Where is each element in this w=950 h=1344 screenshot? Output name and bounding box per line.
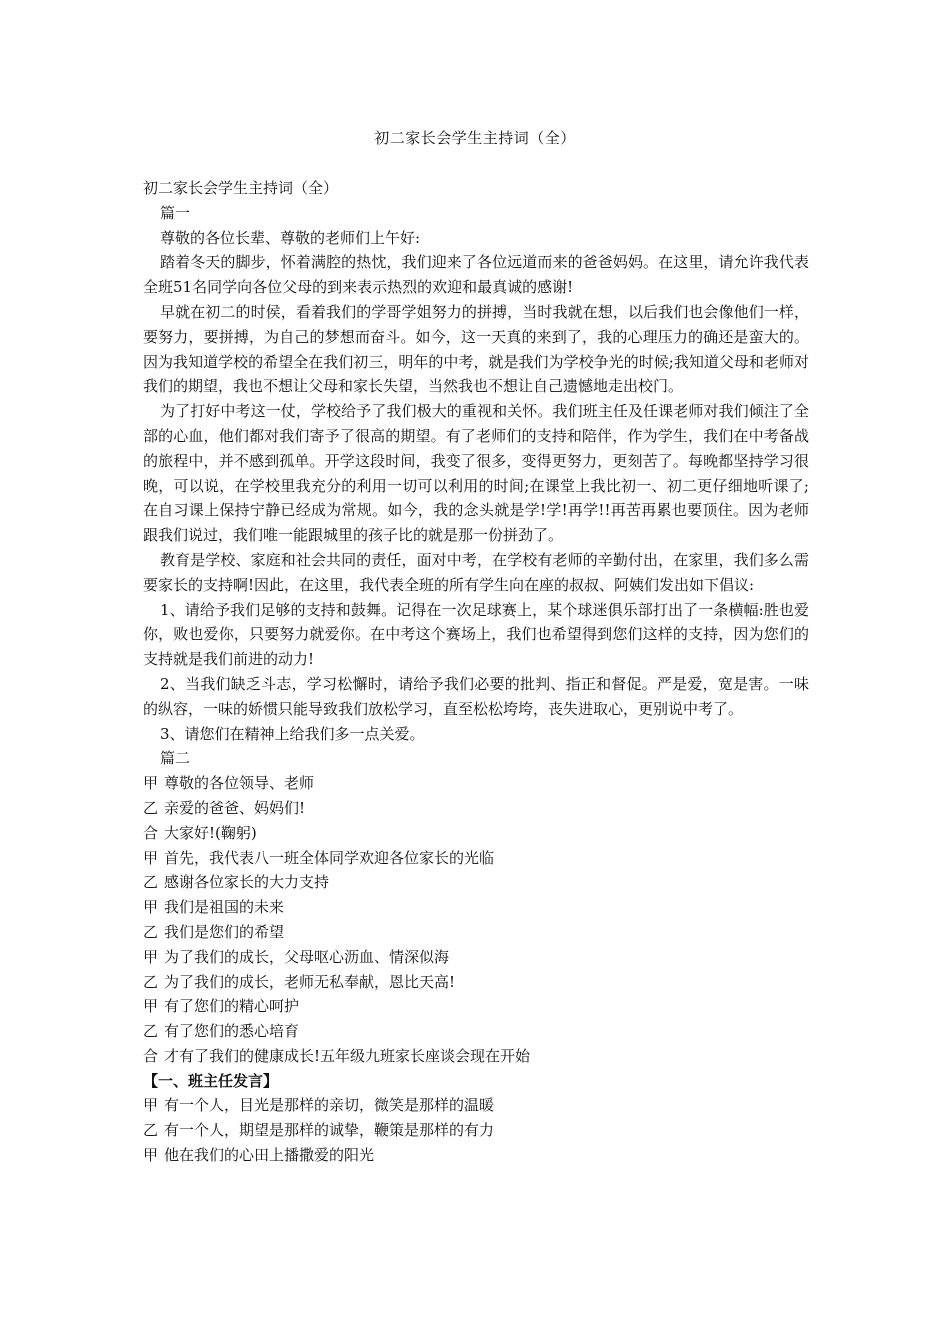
dialog-line: [143, 1118, 809, 1143]
speaker-label: 乙: [143, 873, 159, 892]
section-heading: 【一、班主任发言】: [143, 1071, 279, 1090]
paragraph: 教育是学校、家庭和社会共同的责任，面对中考，在学校有老师的辛勤付出，在家里，我们多么需要家长的支持啊!因此，在这里，我代表全班的所有学生向在座的叔叔、阿姨们发出如下倡议:: [143, 550, 809, 594]
paragraph: 踏着冬天的脚步，怀着满腔的热忱，我们迎来了各位远道而来的爸爸妈妈。在这里，请允许我代表全班51名同学向各位父母的到来表示热烈的欢迎和最真诚的感谢!: [143, 253, 809, 297]
greeting: 尊敬的各位长辈、尊敬的老师们上午好:: [160, 228, 421, 247]
proposal-item: 2、当我们缺乏斗志，学习松懈时，请给予我们必要的批判、指正和督促。严是爱，宽是害。一味的纵容，一味的娇惯只能导致我们放松学习，直至松松垮垮，丧失进取心，更别说中考了。: [143, 674, 809, 718]
speaker-label: 乙: [143, 922, 159, 941]
dialog-line: [143, 920, 809, 945]
dialog-list: [143, 1093, 809, 1167]
dialog-line: [143, 846, 809, 871]
document-subtitle: 初二家长会学生主持词（全）: [143, 179, 339, 197]
speaker-label: 乙: [143, 798, 159, 817]
paragraph: 早就在初二的时侯，看着我们的学哥学姐努力的拼搏，当时我就在想，以后我们也会像他们一样，要努力，要拼搏，为自己的梦想而奋斗。如今，这一天真的来到了，我的心理压力的确还是蛮大的。因为我知道学校的希望全在我们初三，明年的中考，就是我们为学校争光的时候;我知道父母和老师对我们的期望，我也不想让父母和家长失望，当然我也不想让自己遗憾地走出校门。: [143, 302, 809, 396]
proposal-item: 3、请您们在精神上给我们多一点关爱。: [160, 724, 425, 743]
proposal-item: 1、请给予我们足够的支持和鼓舞。记得在一次足球赛上，某个球迷俱乐部打出了一条横幅:胜也爱你，败也爱你，只要努力就爱你。在中考这个赛场上，我们也希望得到您们这样的支持，因为您们的支持就是我们前进的动力!: [143, 600, 809, 669]
speaker-label: 合: [143, 1046, 159, 1065]
part-heading: 篇二: [160, 749, 191, 768]
dialog-text: 有一个人，目光是那样的亲切，微笑是那样的温暖: [164, 1096, 495, 1115]
dialog-line: [143, 970, 809, 995]
dialog-line: [143, 771, 809, 796]
dialog-text: 为了我们的成长，老师无私奉献，恩比天高!: [164, 972, 456, 991]
speaker-label: 甲: [143, 898, 159, 917]
speaker-label: 合: [143, 823, 159, 842]
document-body: [143, 176, 809, 1168]
dialog-text: 为了我们的成长，父母呕心沥血、情深似海: [164, 947, 450, 966]
dialog-text: 他在我们的心田上播撒爱的阳光: [164, 1146, 375, 1165]
dialog-text: 亲爱的爸爸、妈妈们!: [164, 798, 306, 817]
dialog-text: 我们是祖国的未来: [164, 898, 285, 917]
dialog-text: 我们是您们的希望: [164, 922, 285, 941]
speaker-label: 甲: [143, 947, 159, 966]
dialog-line: [143, 1044, 809, 1069]
dialog-text: 有一个人，期望是那样的诚挚，鞭策是那样的有力: [164, 1121, 495, 1140]
part-heading: 篇一: [160, 203, 191, 222]
dialog-line: [143, 994, 809, 1019]
dialog-text: 首先，我代表八一班全体同学欢迎各位家长的光临: [164, 848, 495, 867]
paragraph: 为了打好中考这一仗，学校给予了我们极大的重视和关怀。我们班主任及任课老师对我们倾注了全部的心血，他们都对我们寄予了很高的期望。有了老师们的支持和陪伴，作为学生，我们在中考备战的旅程中，并不感到孤单。开学这段时间，我变了很多，变得更努力，更刻苦了。每晚都坚持学习很晚，可以说，在学校里我充分的利用一切可以利用的时间;在课堂上我比初一、初二更仔细地听课了;在自习课上保持宁静已经成为常规。如今，我的念头就是学!学!再学!!再苦再累也要顶住。因为老师跟我们说过，我们唯一能跟城里的孩子比的就是那一份拼劲了。: [143, 402, 809, 545]
dialog-line: [143, 1143, 809, 1168]
dialog-list: [143, 771, 809, 1069]
speaker-label: 乙: [143, 1121, 159, 1140]
speaker-label: 甲: [143, 1096, 159, 1115]
dialog-line: [143, 945, 809, 970]
speaker-label: 甲: [143, 1146, 159, 1165]
speaker-label: 甲: [143, 774, 159, 793]
dialog-line: [143, 1093, 809, 1118]
dialog-line: [143, 1019, 809, 1044]
dialog-text: 大家好!(鞠躬): [164, 823, 257, 842]
dialog-line: [143, 870, 809, 895]
dialog-text: 感谢各位家长的大力支持: [164, 873, 330, 892]
dialog-text: 有了您们的悉心培育: [164, 1022, 300, 1041]
dialog-text: 尊敬的各位领导、老师: [164, 774, 315, 793]
speaker-label: 乙: [143, 1022, 159, 1041]
dialog-line: [143, 895, 809, 920]
speaker-label: 甲: [143, 997, 159, 1016]
dialog-line: [143, 821, 809, 846]
dialog-line: [143, 796, 809, 821]
dialog-text: 才有了我们的健康成长!五年级九班家长座谈会现在开始: [164, 1046, 531, 1065]
document-title: 初二家长会学生主持词（全）: [374, 129, 576, 147]
dialog-text: 有了您们的精心呵护: [164, 997, 300, 1016]
speaker-label: 甲: [143, 848, 159, 867]
speaker-label: 乙: [143, 972, 159, 991]
